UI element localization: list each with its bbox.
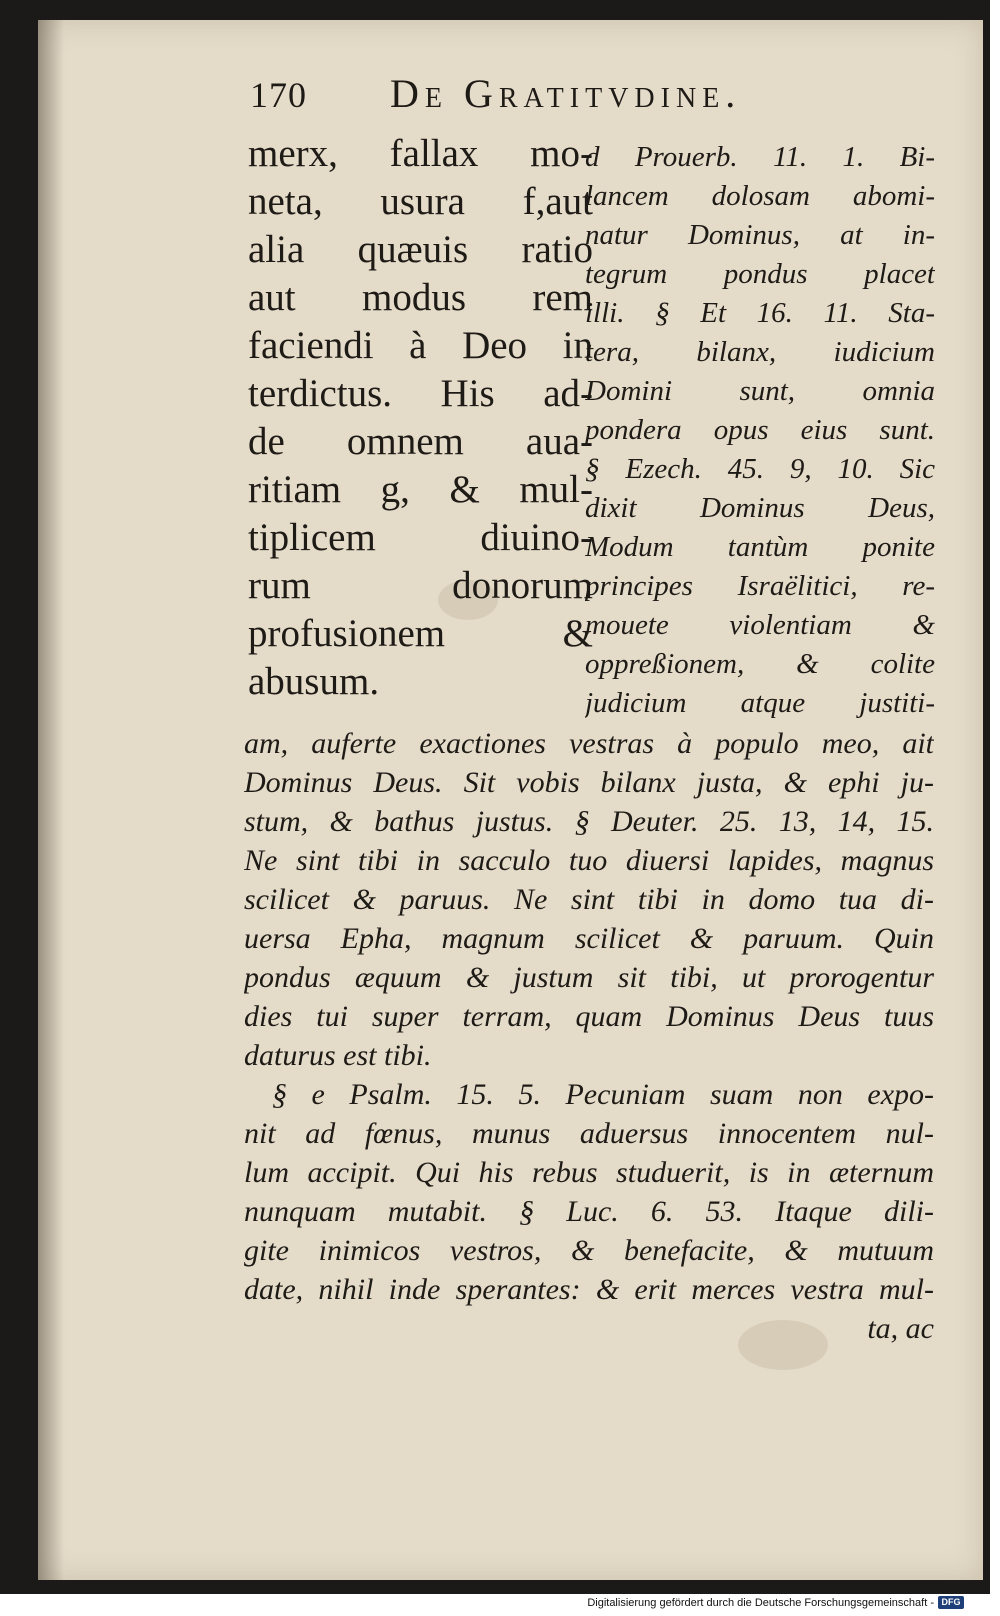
marginal-note-line: principes Israëlitici, re-: [585, 570, 935, 602]
marginal-note-line: Modum tantùm ponite: [585, 531, 935, 563]
credit-text: Digitalisierung gefördert durch die Deutsche Forschungsgemeinschaft -: [587, 1596, 934, 1609]
marginal-note-line: § Ezech. 45. 9, 10. Sic: [585, 453, 935, 485]
catchword: ta, ac: [867, 1312, 934, 1345]
main-text-line: terdictus. His ad-: [248, 372, 593, 415]
footnote-line: Dominus Deus. Sit vobis bilanx justa, & ephi ju-: [244, 766, 934, 799]
page-gutter-shadow: [38, 20, 64, 1580]
main-text-column: [248, 130, 593, 706]
footnote-block: [244, 724, 934, 1348]
footnote-line: lum accipit. Qui his rebus studuerit, is in æternum: [244, 1156, 934, 1189]
main-text-line: rum donorum: [248, 564, 593, 607]
main-text-line: faciendi à Deo in: [248, 324, 593, 367]
marginal-note-line: tera, bilanx, iudicium: [585, 336, 935, 368]
footnote-line: dies tui super terram, quam Dominus Deus tuus: [244, 1000, 934, 1033]
footnote-line: § e Psalm. 15. 5. Pecuniam suam non expo-: [272, 1078, 934, 1111]
marginal-note-column: [585, 138, 935, 723]
footnote-line: uersa Epha, magnum scilicet & paruum. Quin: [244, 922, 934, 955]
marginal-note-line: judicium atque justiti-: [585, 687, 935, 719]
running-title: De Gratitvdine.: [390, 71, 742, 116]
footnote-line: daturus est tibi.: [244, 1039, 432, 1072]
marginal-note-line: mouete violentiam &: [585, 609, 935, 641]
footnote-line: date, nihil inde sperantes: & erit merces vestra mul-: [244, 1273, 934, 1306]
footnote-line: scilicet & paruus. Ne sint tibi in domo tua di-: [244, 883, 934, 916]
main-text-line: ritiam g, & mul-: [248, 468, 593, 511]
footnote-line: pondus æquum & justum sit tibi, ut prorogentur: [244, 961, 934, 994]
main-text-line: abusum.: [248, 660, 380, 703]
footnote-line: nit ad fœnus, munus aduersus innocentem nul-: [244, 1117, 934, 1150]
marginal-note-line: dixit Dominus Deus,: [585, 492, 935, 524]
marginal-note-line: lancem dolosam abomi-: [585, 180, 935, 212]
marginal-note-line: pondera opus eius sunt.: [585, 414, 935, 446]
marginal-note-line: Domini sunt, omnia: [585, 375, 935, 407]
footnote-line: stum, & bathus justus. § Deuter. 25. 13, 14, 15.: [244, 805, 934, 838]
main-text-line: profusionem &: [248, 612, 593, 655]
page-number: 170: [250, 75, 307, 115]
marginal-note-line: d Prouerb. 11. 1. Bi-: [585, 141, 935, 173]
main-text-line: de omnem aua-: [248, 420, 593, 463]
footnote-line: Ne sint tibi in sacculo tuo diuersi lapides, magnus: [244, 844, 934, 877]
marginal-note-line: oppreßionem, & colite: [585, 648, 935, 680]
footnote-line: am, auferte exactiones vestras à populo meo, ait: [244, 727, 934, 760]
marginal-note-line: tegrum pondus placet: [585, 258, 935, 290]
main-text-line: aut modus rem: [248, 276, 593, 319]
marginal-note-line: natur Dominus, at in-: [585, 219, 935, 251]
marginal-note-line: illi. § Et 16. 11. Sta-: [585, 297, 935, 329]
main-text-line: alia quæuis ratio: [248, 228, 593, 271]
footnote-line: nunquam mutabit. § Luc. 6. 53. Itaque dili-: [244, 1195, 934, 1228]
dfg-logo: DFG: [938, 1596, 964, 1609]
main-text-line: tiplicem diuino-: [248, 516, 593, 559]
digitization-credit: [587, 1596, 964, 1609]
footnote-line: gite inimicos vestros, & benefacite, & mutuum: [244, 1234, 934, 1267]
page-header: [250, 60, 890, 130]
main-text-line: neta, usura f,aut: [248, 180, 593, 223]
main-text-line: merx, fallax mo-: [248, 132, 593, 175]
